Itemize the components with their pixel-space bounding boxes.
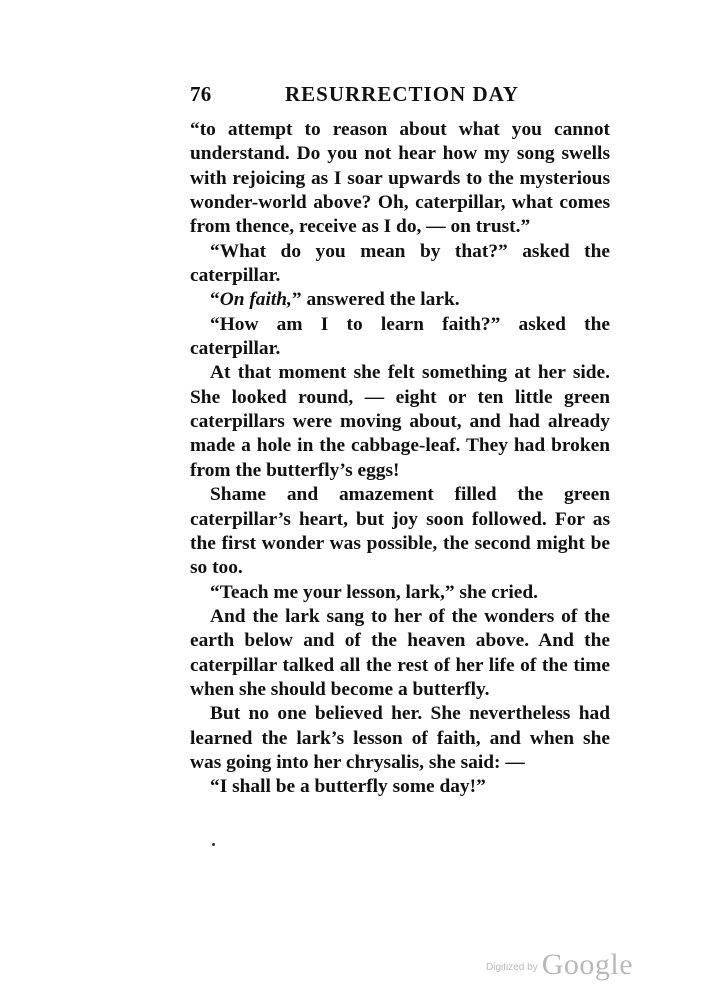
page-header [190,82,610,108]
body-text [190,118,610,800]
paragraph: At that moment she felt something at her side. She looked round, — eight or ten little green caterpillars were moving about, and had already made a hole in the cabbage-leaf. They had broken from the butterfly’s eggs! [190,362,610,481]
paragraph: And the lark sang to her of the wonders of the earth below and of the heaven above. And the caterpillar talked all the rest of her life of the time when she should become a butterfly. [190,605,610,700]
paragraph: Shame and amazement filled the green caterpillar’s heart, but joy soon followed. For as the first wonder was possible, the second might be so too. [190,484,610,579]
italic-phrase: On faith, [219,289,292,311]
paragraph: But no one believed her. She nevertheless had learned the lark’s lesson of faith, and when she was going into her chrysalis, she said: — [190,703,610,773]
paragraph: “What do you mean by that?” asked the caterpillar. [190,240,610,287]
digitization-watermark [486,948,633,984]
running-title: RESURRECTION DAY [285,82,520,106]
watermark-prefix: Digitized by [486,962,538,973]
paragraph: “Teach me your lesson, lark,” she cried. [210,581,539,603]
open-quote: “ [210,289,220,311]
paragraph [190,288,610,312]
paragraph: “to attempt to reason about what you cannot understand. Do you not hear how my song swells with rejoicing as I soar upwards to the mysterious wonder-world above? Oh, caterpillar, what comes from thence, receive as I do, — on trust.” [190,119,610,238]
google-logo: Google [541,948,634,981]
paragraph: “How am I to learn faith?” asked the caterpillar. [190,313,610,360]
page-number: 76 [190,82,212,106]
print-speck [212,843,215,846]
paragraph-rest: ” answered the lark. [291,289,460,311]
paragraph: “I shall be a butterfly some day!” [210,776,486,798]
